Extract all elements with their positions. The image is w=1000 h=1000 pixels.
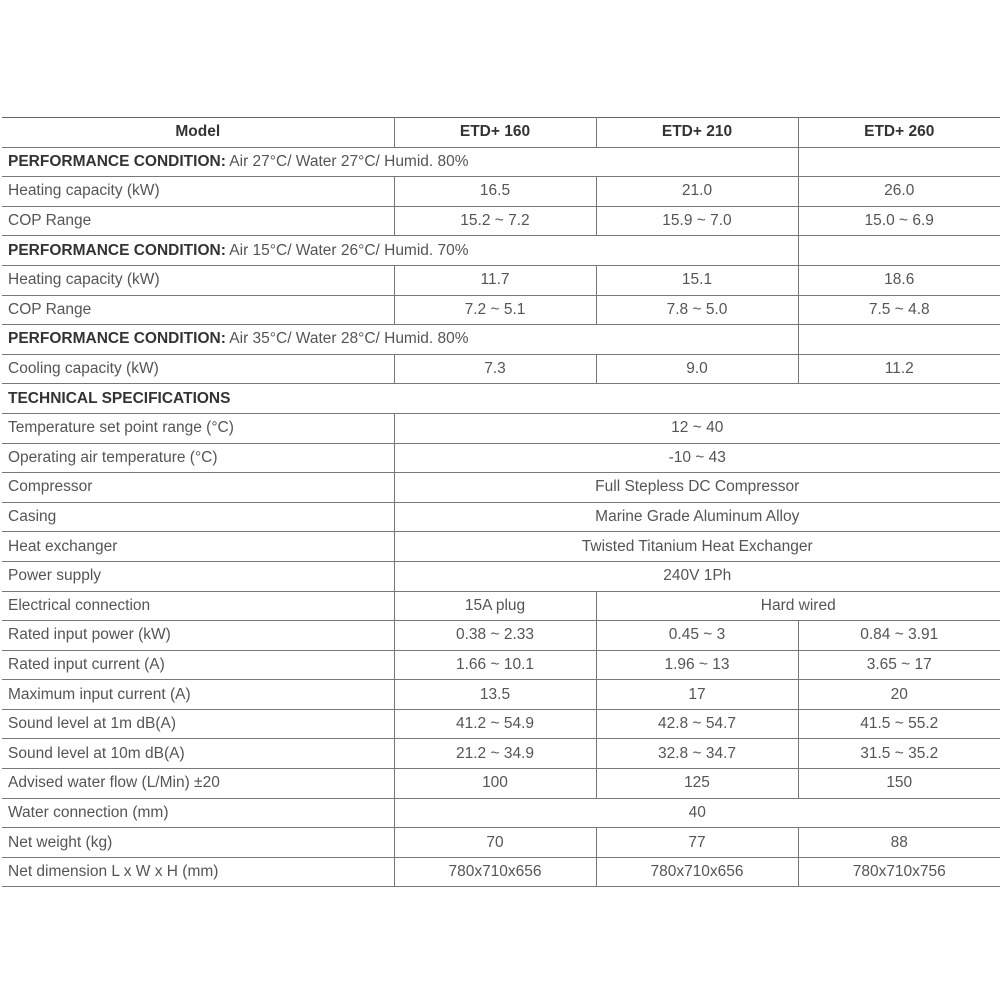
cell-value: 42.8 ~ 54.7	[596, 709, 798, 739]
cell-value: 240V 1Ph	[394, 561, 1000, 591]
table-row	[2, 798, 1000, 828]
cell-value: 88	[798, 828, 1000, 858]
table-row	[2, 680, 1000, 710]
section-condition: Air 35°C/ Water 28°C/ Humid. 80%	[225, 330, 469, 348]
cell-value: 15A plug	[394, 591, 596, 621]
cell-value: 0.84 ~ 3.91	[798, 621, 1000, 651]
cell-value: 0.45 ~ 3	[596, 621, 798, 651]
header-model-1: ETD+ 160	[394, 118, 596, 148]
cell-value: 3.65 ~ 17	[798, 650, 1000, 680]
empty-cell	[798, 325, 1000, 355]
table-row	[2, 621, 1000, 651]
table-row	[2, 413, 1000, 443]
row-label: Heating capacity (kW)	[2, 177, 394, 207]
row-label: Sound level at 1m dB(A)	[2, 709, 394, 739]
cell-value: -10 ~ 43	[394, 443, 1000, 473]
cell-value: 11.7	[394, 265, 596, 295]
cell-value: 12 ~ 40	[394, 413, 1000, 443]
section-row	[2, 236, 1000, 266]
table-row	[2, 265, 1000, 295]
section-label: PERFORMANCE CONDITION:	[8, 152, 226, 170]
table-row	[2, 591, 1000, 621]
header-model: Model	[2, 118, 394, 148]
row-label: Cooling capacity (kW)	[2, 354, 394, 384]
section-condition: Air 27°C/ Water 27°C/ Humid. 80%	[225, 152, 469, 170]
table-row	[2, 828, 1000, 858]
cell-value: 150	[798, 769, 1000, 799]
row-label: Rated input power (kW)	[2, 621, 394, 651]
cell-value: 13.5	[394, 680, 596, 710]
row-label: Temperature set point range (°C)	[2, 413, 394, 443]
table-row	[2, 561, 1000, 591]
table-row	[2, 532, 1000, 562]
empty-cell	[798, 236, 1000, 266]
cell-value: 780x710x656	[596, 857, 798, 887]
section-performance-2	[2, 236, 798, 266]
table-row	[2, 473, 1000, 503]
section-performance-1	[2, 147, 798, 177]
row-label: COP Range	[2, 206, 394, 236]
section-row	[2, 147, 1000, 177]
cell-value: 41.5 ~ 55.2	[798, 709, 1000, 739]
cell-value: 21.0	[596, 177, 798, 207]
cell-value: 20	[798, 680, 1000, 710]
row-label: COP Range	[2, 295, 394, 325]
cell-value: 1.66 ~ 10.1	[394, 650, 596, 680]
cell-value: Full Stepless DC Compressor	[394, 473, 1000, 503]
section-row	[2, 325, 1000, 355]
table-row	[2, 443, 1000, 473]
cell-value: 40	[394, 798, 1000, 828]
cell-value: 0.38 ~ 2.33	[394, 621, 596, 651]
cell-value: Hard wired	[596, 591, 1000, 621]
cell-value: 17	[596, 680, 798, 710]
cell-value: 7.3	[394, 354, 596, 384]
row-label: Advised water flow (L/Min) ±20	[2, 769, 394, 799]
cell-value: 16.5	[394, 177, 596, 207]
table-row	[2, 177, 1000, 207]
cell-value: 77	[596, 828, 798, 858]
cell-value: 26.0	[798, 177, 1000, 207]
cell-value: 7.5 ~ 4.8	[798, 295, 1000, 325]
row-label: Operating air temperature (°C)	[2, 443, 394, 473]
row-label: Rated input current (A)	[2, 650, 394, 680]
table-row	[2, 295, 1000, 325]
cell-value: 7.2 ~ 5.1	[394, 295, 596, 325]
row-label: Heating capacity (kW)	[2, 265, 394, 295]
cell-value: 100	[394, 769, 596, 799]
row-label: Sound level at 10m dB(A)	[2, 739, 394, 769]
row-label: Power supply	[2, 561, 394, 591]
cell-value: 125	[596, 769, 798, 799]
row-label: Net weight (kg)	[2, 828, 394, 858]
section-condition: Air 15°C/ Water 26°C/ Humid. 70%	[225, 241, 469, 259]
section-performance-3	[2, 325, 798, 355]
header-model-2: ETD+ 210	[596, 118, 798, 148]
section-technical: TECHNICAL SPECIFICATIONS	[2, 384, 1000, 414]
table-row	[2, 857, 1000, 887]
row-label: Casing	[2, 502, 394, 532]
cell-value: Marine Grade Aluminum Alloy	[394, 502, 1000, 532]
section-row	[2, 384, 1000, 414]
row-label: Electrical connection	[2, 591, 394, 621]
table-row	[2, 769, 1000, 799]
empty-cell	[798, 147, 1000, 177]
cell-value: 15.2 ~ 7.2	[394, 206, 596, 236]
header-model-3: ETD+ 260	[798, 118, 1000, 148]
table-row	[2, 502, 1000, 532]
table-row	[2, 206, 1000, 236]
table-row	[2, 650, 1000, 680]
row-label: Compressor	[2, 473, 394, 503]
table-row	[2, 709, 1000, 739]
spec-table	[2, 117, 1000, 887]
cell-value: 70	[394, 828, 596, 858]
cell-value: 18.6	[798, 265, 1000, 295]
cell-value: 32.8 ~ 34.7	[596, 739, 798, 769]
cell-value: 15.0 ~ 6.9	[798, 206, 1000, 236]
cell-value: 7.8 ~ 5.0	[596, 295, 798, 325]
table-row	[2, 354, 1000, 384]
cell-value: 9.0	[596, 354, 798, 384]
cell-value: 780x710x756	[798, 857, 1000, 887]
table-row	[2, 739, 1000, 769]
cell-value: 15.9 ~ 7.0	[596, 206, 798, 236]
section-label: PERFORMANCE CONDITION:	[8, 330, 226, 348]
cell-value: 21.2 ~ 34.9	[394, 739, 596, 769]
cell-value: 41.2 ~ 54.9	[394, 709, 596, 739]
cell-value: Twisted Titanium Heat Exchanger	[394, 532, 1000, 562]
cell-value: 1.96 ~ 13	[596, 650, 798, 680]
header-row	[2, 118, 1000, 148]
section-label: PERFORMANCE CONDITION:	[8, 241, 226, 259]
cell-value: 780x710x656	[394, 857, 596, 887]
row-label: Heat exchanger	[2, 532, 394, 562]
cell-value: 31.5 ~ 35.2	[798, 739, 1000, 769]
row-label: Water connection (mm)	[2, 798, 394, 828]
cell-value: 15.1	[596, 265, 798, 295]
cell-value: 11.2	[798, 354, 1000, 384]
row-label: Maximum input current (A)	[2, 680, 394, 710]
row-label: Net dimension L x W x H (mm)	[2, 857, 394, 887]
